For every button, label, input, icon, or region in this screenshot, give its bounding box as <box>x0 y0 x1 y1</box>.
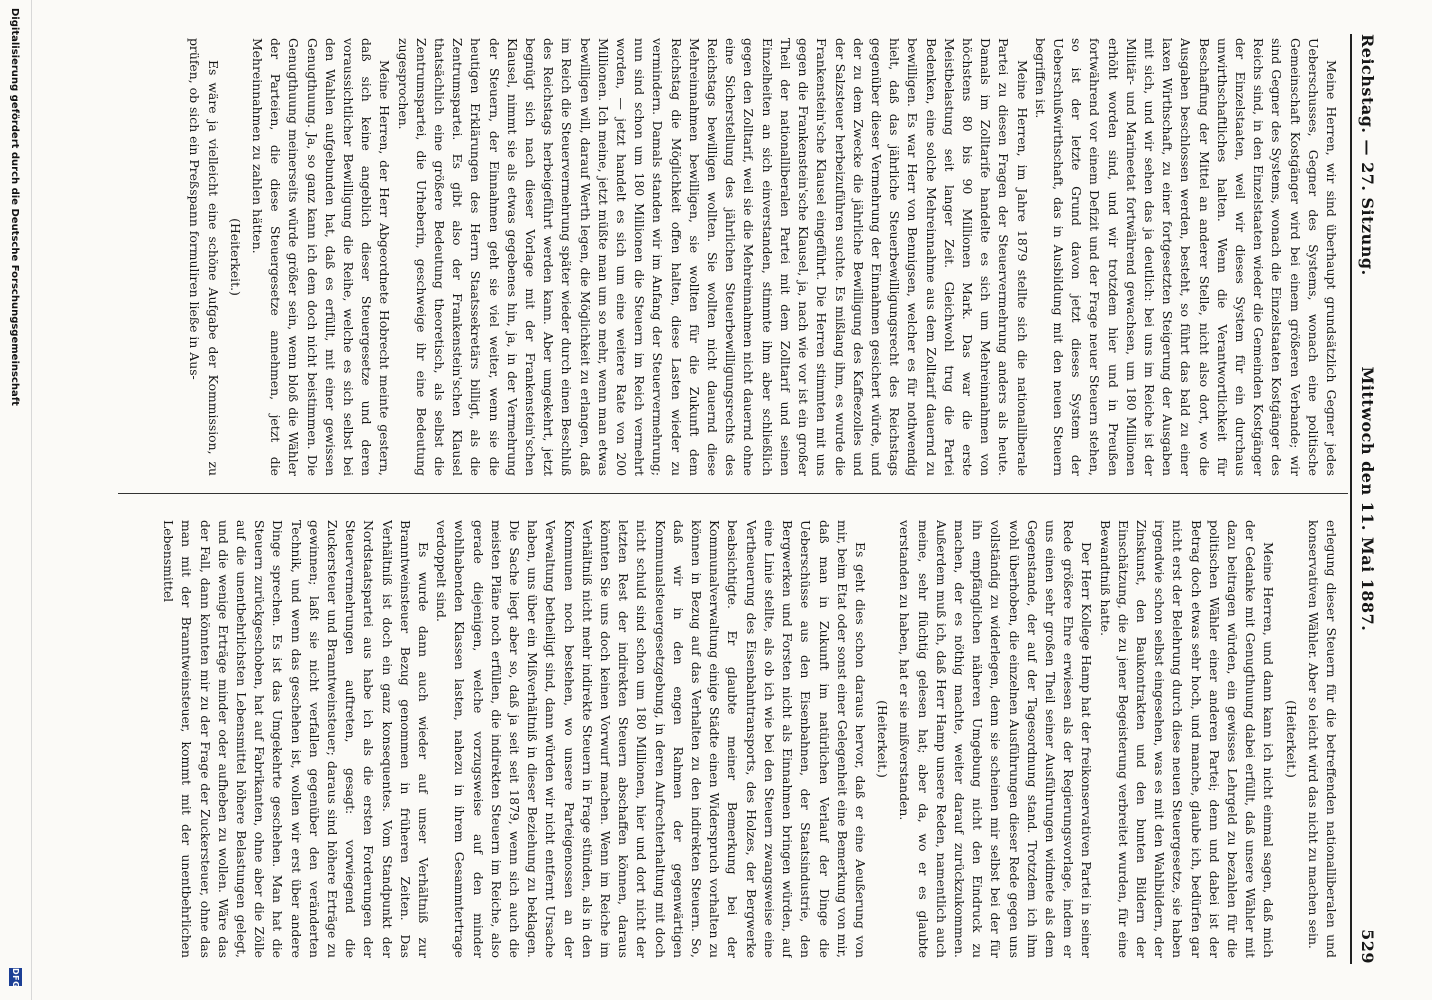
paragraph: Es geht dies schon daraus hervor, daß er eine Aeußerung von mir, beim Etat oder sonst einer Gelegenheit eine Bemerkung von mir, daß man in Zukunft im natürlichen Verlauf der Dinge die Ueberschüsse aus den Eisenbahnen, der Staatsindustrie, den Bergwerken und Forsten nicht als Einnahmen bringen würden, auf eine Linie stellte, als ob ich wie bei den Steuern zwangsweise eine Vertheuerung des Eisenbahntransports, des Holzes, der Bergwerke beabsichtigte. Er glaubte meiner Bemerkung bei der Kommunalverwaltung einige Städte einen Widerspruch vorhalten zu können in Bezug auf das Verhalten zu den indirekten Steuern. So, daß wir in den engen Rahmen der gegenwärtigen Kommunalsteuergesetzgebung, in deren Aufrechterhaltung mit doch nicht schuld sind schon um 180 Millionen, hier und dort nicht der letzten Rest der indirekten Steuern abschaffen können, daraus könnten Sie uns doch keinen Vorwurf machen. Wenn im Reiche im Verhältniß nicht mehr indirekte Steuern in Frage stünden, als in den Kommunen noch bestehen, wo unsere Parteigenossen an der Verwaltung betheiligt sind, dann würden wir nicht entfernt Ursache haben, uns über ein Mißverhältniß in dieser Beziehung zu beklagen. Die Sache liegt aber so, daß ja seit seit 1879, wenn sich auch die meisten Pläne noch erfüllen, die indirekten Steuern im Reiche, also gerade diejenigen, welche vorzugsweise auf den minder wohlhabenden Klassen lasten, nahezu in ihrem Gesammtertrage verdoppelt sind. <box>434 520 868 958</box>
header-date: Mittwoch den 11. Mai 1887. <box>1358 366 1377 632</box>
column-divider <box>118 493 1348 494</box>
paragraph-continued: erlegung dieser Steuern für die betreffenden nationalliberalen und konservativen Wähler. Aber so leicht wird das nicht zu machen sein. <box>1305 520 1339 958</box>
remark-laughter: (Heiterkeit.) <box>875 700 891 778</box>
scan-edge <box>31 0 32 1000</box>
digitization-credit: Digitalisierung gefördert durch die Deutsche Forschungsgemeinschaft <box>9 8 20 406</box>
header-rule <box>1350 34 1352 964</box>
paragraph: Der Herr Kollege Hamp hat der freikonservativen Partei in seiner Rede größere Ehre erwiesen als der Regierungsvorlage, indem er uns einen sehr großen Theil seiner Ausführungen widmete als dem Gegenstande, der auf der Tagesordnung stand. Trotzdem ich ihm wohl überhoben, die einzelnen Ausführungen dieser Rede gegen uns vollständig zu widerlegen, denn sie scheinen mir selbst bei der für ihn empfänglichen näheren Umgebung nicht den Eindruck zu machen, der es nöthig machte, weiter darauf zurückzukommen. Außerdem muß ich, daß Herr Hamp unsere Reden, namentlich auch meine, sehr flüchtig gelesen hat; aber da, wo er es glaubte verstanden zu haben, hat er sie mißverstanden. <box>897 520 1095 958</box>
paragraph: Meine Herren, der Herr Abgeordnete Hobrecht meinte gestern, daß sich keine angeblich dieser Steuergesetze und deren voraussichtlicher Bewilligung die Reihe, welche es sich selbst bei den Wahlen aufgebunden hat, daß es erfüllt, mit einer gewissen Genugthuung. Ja, so ganz kann ich dem doch nicht beistimmen. Die Genugthuung meinerseits würde größer sein, wenn bloß die Wähler der Parteien, die diese Steuergesetze annehmen, jetzt die Mehreinnahmen zu zahlen hätten. <box>250 38 393 476</box>
dfg-logo: DFG <box>11 968 20 989</box>
header-session: Reichstag. — 27. Sitzung. <box>1358 34 1377 276</box>
paragraph: Es wäre ja vielleicht eine schöne Aufgabe der Kommission, zu prüfen, ob sich ein Preßspann formuliren ließe in Aus- <box>187 38 221 476</box>
running-header <box>1355 34 1377 964</box>
paragraph: Meine Herren, und dann kann ich nicht einmal sagen, daß mich der Gedanke mit Genugthuung dabei erfüllt, daß unsere Wähler mit dazu beitragen würden, ein gewisses Lehrgeld zu bezahlen für die politischen Wähler einer anderen Partei; denn und dabei ist der Betrag doch etwas sehr hoch, und manche, glaube ich, bedürfen gar nicht erst der Belehrung durch diese neuen Steuergesetze, sie haben irgendwie schon selbst eingesehen, was es mit den Wahlbildern, der Zinskunst, den Baukontrakten und den bunten Bildern der Einschätzung, die zu jener Begeisterung verbreitet wurden, für eine Bewandtniß hatte. <box>1097 520 1277 958</box>
page-number: 529 <box>1358 929 1377 964</box>
remark-laughter: (Heiterkeit.) <box>1283 700 1299 778</box>
paragraph: Es wurde dann auch wieder auf unser Verhältniß zur Branntweinsteuer Bezug genommen in früheren Zeiten. Das Verhältniß ist doch ein ganz konsequentes. Vom Standpunkt der Nordstaatspartei aus habe ich als die ersten Forderungen der Steuervermehrungen auftreten, gesagt: vorwiegend die Zuckersteuer und Branntweinsteuer; daraus sind höhere Erträge zu gewinnen; laßt sie nicht verfallen gegenüber den veränderten Technik, und wenn das geschehen ist, wollen wir erst über andere Dinge sprechen. Es ist das Umgekehrte geschehen. Man hat die Steuern zurückgeschoben, hat auf Fabrikanten, ohne aber die Zölle auf die unentbehrlichsten Lebensmittel höhere Belastungen gelegt, und die wenige Erträge minder oder aufheben zu wollen. Wäre das der Fall, dann könnten mir zu der Frage der Zuckersteuer, ohne das man mit der Branntweinsteuer, kommt mit der unentbehrlichen Lebensmittel <box>161 520 432 958</box>
remark-laughter: (Heiterkeit.) <box>227 218 243 296</box>
right-column <box>104 520 1340 958</box>
paragraph: Meine Herren, wir sind überhaupt grundsätzlich Gegner jedes Ueberschusses, Gegner des Systems, wonach eine politische Gemeinschaft Kostgänger wird bei einem größeren Verbande; wir sind Gegner des Systems, wonach die Einzelstaaten Kostgänger des Reichs sind, in den Einzelstaaten wieder die Gemeinden Kostgänger der Einzelstaaten, weil wir dieses System für ein durchaus unwirthschaftliches halten. Wenn die Verantwortlichkeit für Beschaffung der Mittel an anderer Stelle, nicht also dort, wo die Ausgaben beschlossen werden, besteht, so führt das bald zu einer laxen Wirthschaft, zu einer fortgesetzten Steigerung der Ausgaben mit sich, und wir sehen das ja deutlich: bei uns im Reiche ist der Militär- und Marineetat fortwährend gewachsen, um 180 Millionen erhöht worden sind, und wir trotzdem hier und in Preußen fortwährend vor einem Defizit und der Frage neuer Steuern stehen, so ist der letzte Grund davon jetzt dieses System der Ueberschußwirthschaft, das in Ausbildung mit den neuen Steuern begriffen ist. <box>1032 38 1339 476</box>
paragraph: Meine Herren, im Jahre 1879 stellte sich die nationalliberale Partei zu diesen Fragen der Steuervermehrung anders als heute. Damals im Zolltarife handelte es sich um Mehreinnahmen von höchstens 80 bis 90 Millionen Mark. Das war die erste Meistbelastung seit langer Zeit. Gleichwohl trug die Partei Bedenken, eine solche Mehreinnahme aus dem Zolltarif dauernd zu bewilligen. Es war Herr von Bennigsen, welcher es für nothwendig hielt, daß das jährliche Steuerbewilligungsrecht des Reichstags gegenüber dieser Vermehrung der Einnahmen gesichert würde, und der zu dem Zwecke die jährliche Bewilligung des Kaffeezolles und der Salzsteuer herbeizuführen suchte. Es mißlang ihm, es wurde die Frankenstein'sche Klausel eingeführt. Die Herren stimmten mit uns gegen die Frankenstein'sche Klausel, ja, nach wie vor ist ein großer Theil der nationalliberalen Partei mit dem Zolltarif und seinen Einzelheiten an sich einverstanden, stimmte ihm aber schließlich gegen den Zolltarif, weil sie die Mehreinnahmen nicht dauernd ohne eine Sicherstellung des jährlichen Steuerbewilligungsrechts des Reichstags bewilligen wollten. Sie wollten nicht dauernd diese Mehreinnahmen bewilligen, sie wollten für die Zukunft dem Reichstag die Möglichkeit offen halten, diese Lasten wieder zu vermindern. Damals standen wir im Anfang der Steuervermehrung; nun sind schon um 180 Millionen die Steuern im Reich vermehrt worden, — jetzt handelt es sich um eine weitere Rate von 200 Millionen. Ich meine, jetzt müßte man um so mehr, wenn man etwas bewilligen will, darauf Werth legen, die Möglichkeit zu erlangen, daß im Reich die Steuervermehrung später wieder durch einen Beschluß des Reichstags herbeigeführt werden kann. Aber umgekehrt, jetzt begnügt sich nach dieser Vorlage mit der Frankenstein'schen Klausel, nimmt sie als etwas gegebenes hin, ja, in der Vermehrung der Steuern, der Einnahmen geht sie viel weiter, wenn sie die heutigen Erklärungen des Herrn Staatssekretärs billigt, als die Zentrumspartei. Es gibt also der Frankenstein'schen Klausel thatsächlich eine größere Bedeutung theoretisch, als selbst die Zentrumspartei, die Urheberin, geschweige ihr eine Bedeutung zugesprochen. <box>395 38 1030 476</box>
left-column <box>104 38 1340 476</box>
